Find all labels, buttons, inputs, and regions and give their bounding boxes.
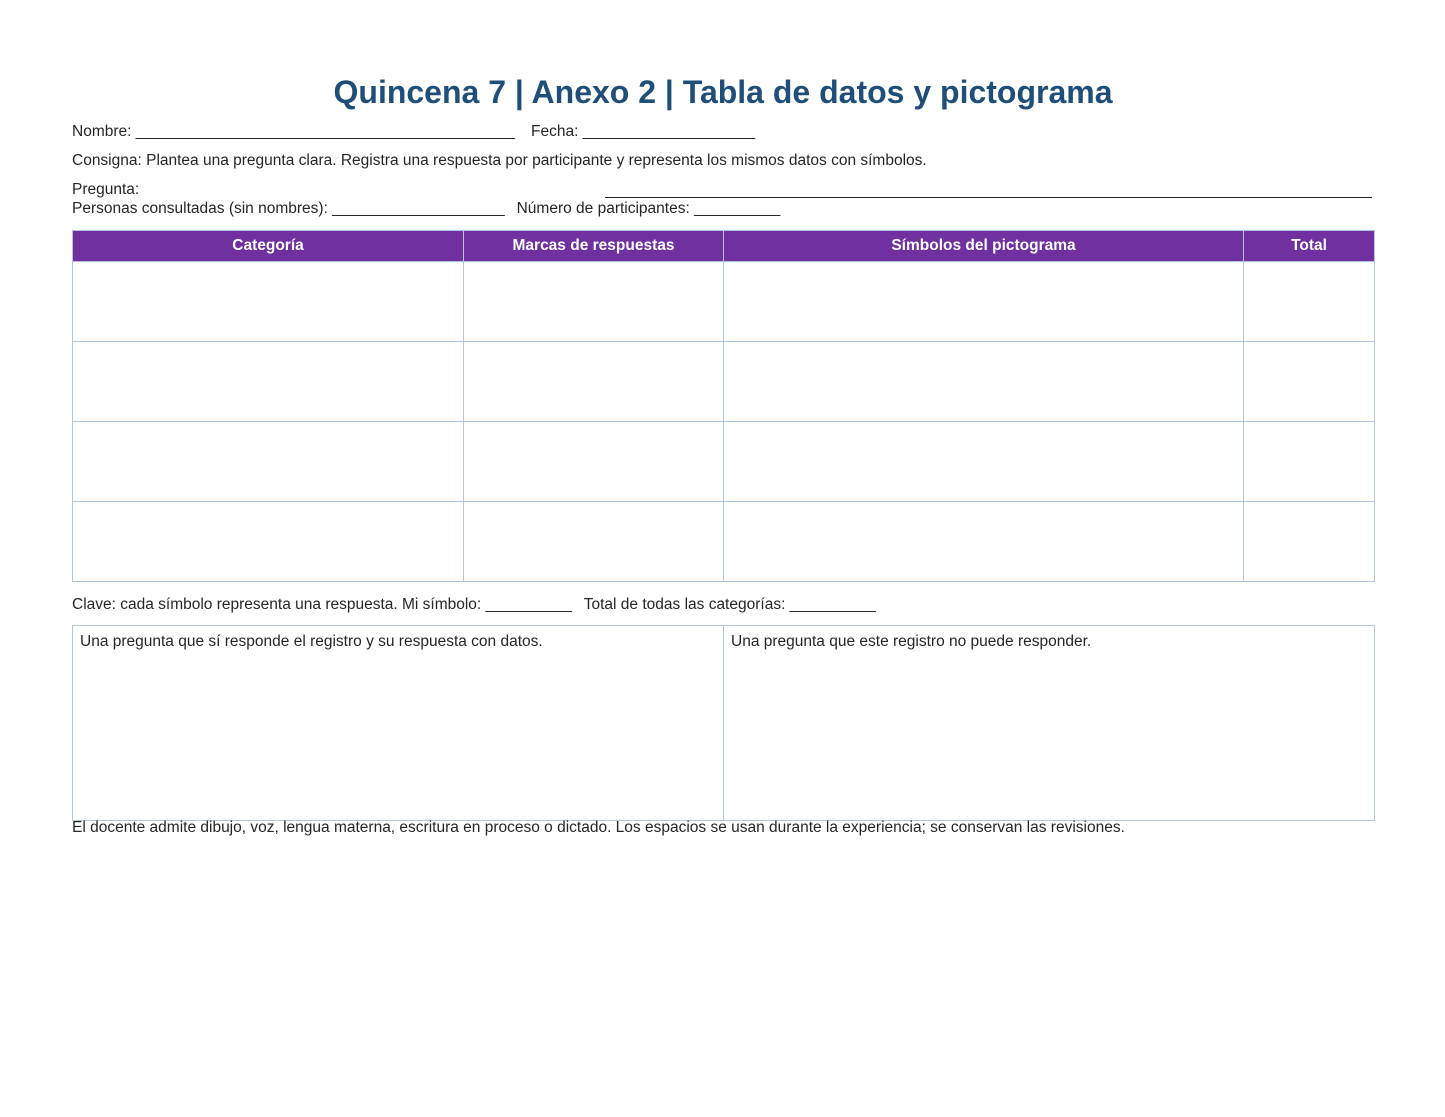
table-row (73, 262, 1375, 342)
cell-categoria[interactable] (73, 422, 464, 502)
name-date-row (72, 122, 755, 142)
page-title: Quincena 7 | Anexo 2 | Tabla de datos y pictograma (333, 74, 1113, 110)
reflection-unanswerable-box[interactable] (724, 626, 1375, 821)
cell-categoria[interactable] (73, 262, 464, 342)
numero-participantes-field[interactable]: Número de participantes: __________ (516, 200, 781, 217)
cell-simbolos[interactable] (724, 502, 1244, 582)
personas-row (72, 199, 780, 219)
cell-marcas[interactable] (464, 342, 724, 422)
reflection-answerable-box[interactable] (73, 626, 724, 821)
header-simbolos: Símbolos del pictograma (724, 231, 1244, 262)
cell-total[interactable] (1244, 342, 1375, 422)
reflection-answerable-prompt: Una pregunta que sí responde el registro y su respuesta con datos. (80, 633, 543, 650)
header-marcas: Marcas de respuestas (464, 231, 724, 262)
data-table (72, 230, 1375, 582)
header-categoria: Categoría (73, 231, 464, 262)
cell-total[interactable] (1244, 502, 1375, 582)
cell-simbolos[interactable] (724, 262, 1244, 342)
reflection-row (73, 626, 1375, 821)
cell-total[interactable] (1244, 262, 1375, 342)
mi-simbolo-field[interactable]: Clave: cada símbolo representa una respuesta. Mi símbolo: __________ (72, 596, 572, 613)
table-header-row (73, 231, 1375, 262)
header-total: Total (1244, 231, 1375, 262)
cell-categoria[interactable] (73, 342, 464, 422)
cell-simbolos[interactable] (724, 342, 1244, 422)
fecha-field[interactable]: Fecha: ____________________ (531, 123, 756, 140)
cell-marcas[interactable] (464, 262, 724, 342)
total-categorias-field[interactable]: Total de todas las categorías: __________ (583, 596, 876, 613)
cell-marcas[interactable] (464, 422, 724, 502)
clave-row (72, 595, 876, 615)
footer-note: El docente admite dibujo, voz, lengua materna, escritura en proceso o dictado. Los espacios se usan durante la experiencia; se conservan las revisiones. (72, 819, 1125, 836)
personas-field[interactable]: Personas consultadas (sin nombres): ____________________ (72, 200, 505, 217)
nombre-field[interactable]: Nombre: ____________________________________________ (72, 123, 516, 140)
pregunta-input-line[interactable] (605, 197, 1372, 198)
table-row (73, 342, 1375, 422)
table-row (73, 502, 1375, 582)
cell-total[interactable] (1244, 422, 1375, 502)
pregunta-label: Pregunta: (72, 181, 140, 198)
reflection-table (72, 625, 1375, 821)
table-row (73, 422, 1375, 502)
cell-marcas[interactable] (464, 502, 724, 582)
consigna-text: Consigna: Plantea una pregunta clara. Registra una respuesta por participante y representa los mismos datos con símbolos. (72, 152, 927, 169)
reflection-unanswerable-prompt: Una pregunta que este registro no puede responder. (731, 633, 1092, 650)
cell-simbolos[interactable] (724, 422, 1244, 502)
cell-categoria[interactable] (73, 502, 464, 582)
